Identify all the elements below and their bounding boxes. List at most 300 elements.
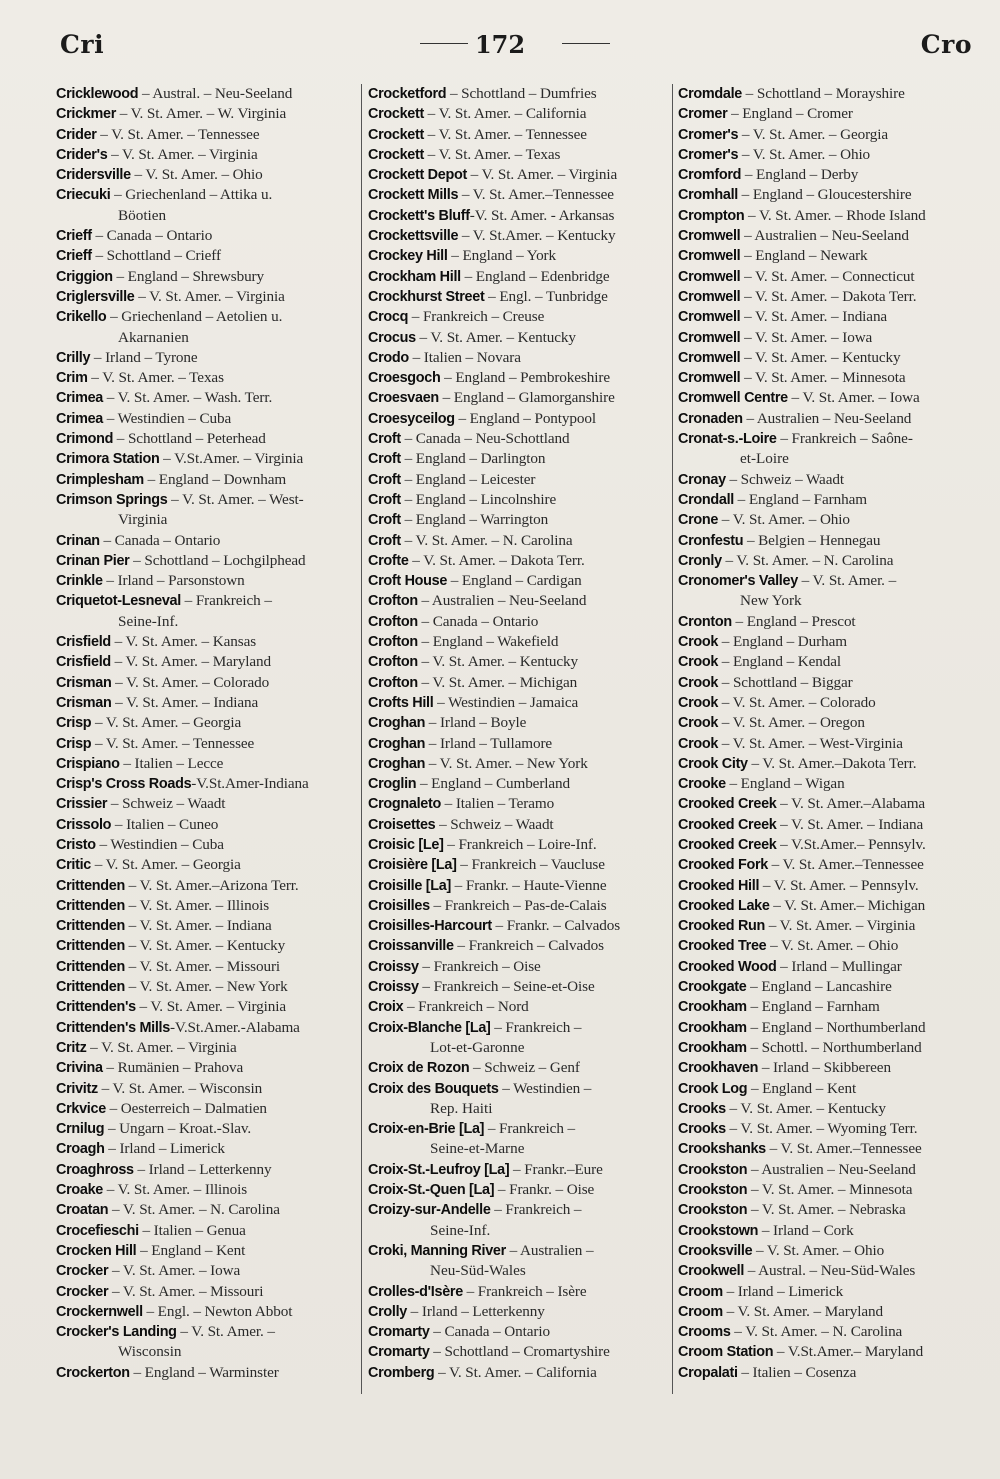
- entry: [56, 1038, 356, 1058]
- entry: [56, 794, 356, 814]
- entry-place-name: Croft: [368, 431, 401, 448]
- entry: [56, 1322, 356, 1342]
- entry-place-name: Crissolo: [56, 816, 112, 833]
- entry: [678, 1241, 974, 1261]
- entry-place-name: Croissy: [368, 979, 419, 996]
- entry-location: – Italien – Cuneo: [111, 815, 219, 833]
- header-right-guideword: Cro: [920, 30, 972, 59]
- entry-location: – V. St. Amer. – Virginia: [765, 917, 916, 935]
- entry: [678, 1363, 974, 1383]
- entry: [56, 1018, 356, 1038]
- entry-location: – England – Warrington: [400, 511, 549, 529]
- entry: [368, 328, 668, 348]
- entry-location: – Schottland – Morayshire: [741, 85, 905, 102]
- entry: [56, 1200, 356, 1220]
- entry-location: – V. St. Amer. – Iowa: [787, 389, 920, 407]
- entry: [368, 957, 668, 977]
- entry-location: – Irland – Tullamore: [425, 734, 553, 752]
- entry-place-name: Crofton: [368, 674, 418, 691]
- entry-place-name: Criecuki: [56, 187, 111, 204]
- entry-place-name: Croghan: [368, 715, 426, 732]
- header-rule-right: [562, 43, 610, 44]
- entry: [56, 490, 356, 510]
- entry-place-name: Crookhaven: [678, 1060, 759, 1077]
- entry: [56, 693, 356, 713]
- entry-location: – Westindien – Cuba: [95, 835, 224, 853]
- entry: [368, 673, 668, 693]
- entry-location: – Frankreich –: [180, 592, 272, 610]
- entry: [56, 348, 356, 368]
- entry: [56, 1241, 356, 1261]
- entry-place-name: Croissy: [368, 958, 419, 975]
- entry-location: – England – Wakefield: [417, 633, 559, 651]
- entry-location: – Frankreich – Saône-: [776, 430, 913, 448]
- entry-place-name: Crisman: [56, 694, 112, 711]
- entry: [56, 1139, 356, 1159]
- entry: [368, 835, 668, 855]
- entry-location: – Frankreich –: [490, 1018, 582, 1036]
- entry-place-name: Croix-St.-Leufroy [La]: [368, 1161, 510, 1178]
- entry: [678, 673, 974, 693]
- entry: [368, 1322, 668, 1342]
- entry: [678, 1180, 974, 1200]
- entry-place-name: Crookham: [678, 1039, 747, 1056]
- entry-place-name: Crittenden: [56, 897, 125, 914]
- entry-location: – Italien – Lecce: [119, 754, 224, 772]
- entry: [368, 997, 668, 1017]
- entry-location: – V. St. Amer.–Alabama: [776, 795, 926, 813]
- entry-place-name: Crim: [56, 370, 88, 387]
- entry-location: – V. St. Amer. – Texas: [423, 145, 561, 163]
- entry-place-name: Crookstown: [678, 1222, 759, 1239]
- entry-place-name: Cromwell: [678, 268, 741, 285]
- entry: [368, 734, 668, 754]
- entry: [56, 571, 356, 591]
- entry-location: – Frankreich – Nord: [403, 998, 529, 1016]
- entry-location: – V. St. Amer. – Virginia: [135, 998, 286, 1016]
- entry: [368, 1282, 668, 1302]
- entry: [368, 165, 668, 185]
- entry-location: – England – Durham: [718, 633, 847, 651]
- entry: [368, 977, 668, 997]
- entry: [56, 307, 356, 327]
- entry-location: – Frankreich – Calvados: [453, 937, 604, 955]
- entry-place-name: Croghan: [368, 755, 426, 772]
- entry: [56, 1160, 356, 1180]
- entry-place-name: Crook: [678, 634, 719, 651]
- entry-place-name: Critz: [56, 1039, 87, 1056]
- entry: [56, 1099, 356, 1119]
- entry: [678, 470, 974, 490]
- entry-location: – England – Cardigan: [447, 572, 582, 590]
- entry: [678, 1261, 974, 1281]
- entry-location: -V.St.Amer.-Alabama: [169, 1018, 300, 1036]
- entry-location: – V. St. Amer. – Texas: [87, 369, 224, 387]
- entry-place-name: Crimea: [56, 390, 103, 407]
- entry-location: – V. St. Amer. – N. Carolina: [721, 551, 894, 569]
- entry-place-name: Crockettsville: [368, 228, 459, 245]
- entry-place-name: Croix-St.-Quen [La]: [368, 1182, 495, 1199]
- entry-location: – V. St. Amer. – Georgia: [91, 714, 242, 732]
- entry-location: – Schweiz – Waadt: [725, 470, 844, 488]
- entry: [368, 246, 668, 266]
- entry-place-name: Croizy-sur-Andelle: [368, 1202, 491, 1219]
- entry: [368, 1302, 668, 1322]
- entry-place-name: Crisp: [56, 715, 92, 732]
- entry: [56, 226, 356, 246]
- entry: [678, 916, 974, 936]
- entry-place-name: Croisière [La]: [368, 857, 457, 874]
- entry-place-name: Crinkle: [56, 573, 103, 590]
- entry-place-name: Crookston: [678, 1182, 748, 1199]
- entry: [56, 388, 356, 408]
- entry-continuation: Wisconsin: [118, 1343, 182, 1361]
- entry: [368, 287, 668, 307]
- entry: [368, 104, 668, 124]
- entry-continuation: Rep. Haiti: [430, 1099, 493, 1117]
- entry-place-name: Crockett: [368, 106, 424, 123]
- entry: [368, 1018, 668, 1038]
- entry: [368, 1058, 668, 1078]
- entry: [678, 185, 974, 205]
- entry-location: – V. St. Amer. – Iowa: [740, 328, 873, 346]
- entry-place-name: Crooksville: [678, 1242, 753, 1259]
- entry-place-name: Crimea: [56, 410, 103, 427]
- entry-location: – V. St. Amer. – Missouri: [124, 957, 281, 975]
- entry-continuation: Virginia: [118, 511, 168, 529]
- entry-location: – Australien –: [505, 1241, 594, 1259]
- entry-location: – Australien – Neu-Seeland: [742, 409, 912, 427]
- entry-place-name: Crnilug: [56, 1121, 105, 1138]
- entry-continuation: Neu-Süd-Wales: [430, 1262, 526, 1280]
- entry: [678, 206, 974, 226]
- entry-location: – V. St. Amer. – Kentucky: [740, 348, 901, 366]
- entry: [56, 835, 356, 855]
- entry-place-name: Crookgate: [678, 979, 747, 996]
- entry-place-name: Crockett Depot: [368, 167, 467, 184]
- entry: [56, 1119, 356, 1139]
- entry-location: – Schottland – Biggar: [718, 673, 853, 691]
- entry-place-name: Cromwell: [678, 288, 741, 305]
- entry-location: – V. St. Amer. – W. Virginia: [116, 105, 287, 123]
- entry: [678, 388, 974, 408]
- entry-location: – V. St. Amer. – Illinois: [103, 1181, 248, 1199]
- entry-place-name: Crompton: [678, 207, 745, 224]
- entry: [368, 510, 668, 530]
- entry-place-name: Crider: [56, 126, 97, 143]
- entry: [678, 1058, 974, 1078]
- entry: [56, 531, 356, 551]
- entry-place-name: Crocker: [56, 1283, 109, 1300]
- entry-place-name: Cronay: [678, 471, 726, 488]
- entry: [368, 1079, 668, 1099]
- entry-location: – V. St. Amer. – Rhode Island: [744, 206, 926, 224]
- entry: [678, 1221, 974, 1241]
- entry: [678, 368, 974, 388]
- entry-location: – V. St. Amer. – Oregon: [718, 714, 865, 732]
- entry: [678, 125, 974, 145]
- entry-location: – V. St. Amer. – Kentucky: [417, 653, 578, 671]
- entry-place-name: Cronomer's Valley: [678, 573, 798, 590]
- entry-location: – Irland – Limerick: [104, 1140, 225, 1158]
- entry-location: – V. St. Amer. – Tennessee: [91, 734, 255, 752]
- entry: [678, 104, 974, 124]
- entry-place-name: Crooks: [678, 1121, 726, 1138]
- entry-location: – England – Pontypool: [454, 409, 597, 427]
- entry-place-name: Crockett's Bluff: [368, 207, 470, 224]
- entry-location: – Griechenland – Aetolien u.: [106, 308, 283, 326]
- column-3: [678, 84, 974, 1404]
- entry-place-name: Crook: [678, 654, 719, 671]
- column-divider: [672, 84, 673, 1394]
- entry-location: – V. St. Amer. – Georgia: [738, 125, 889, 143]
- entry-location: – V. St. Amer. – Michigan: [417, 673, 578, 691]
- entry-location: – V. St. Amer. – Maryland: [722, 1302, 883, 1320]
- column-1: [56, 84, 356, 1404]
- entry-place-name: Cromwell: [678, 309, 741, 326]
- entry-place-name: Cronat-s.-Loire: [678, 431, 777, 448]
- entry-location: – V. St. Amer. – Ohio: [130, 166, 263, 184]
- entry: [56, 1058, 356, 1078]
- entry: [56, 104, 356, 124]
- entry-location: – Engl. – Newton Abbot: [142, 1302, 293, 1320]
- entry-place-name: Cromhall: [678, 187, 738, 204]
- entry-continuation: Akarnanien: [118, 328, 189, 346]
- entry-location: – England – Edenbridge: [460, 267, 610, 285]
- entry: [56, 1363, 356, 1383]
- entry-continuation: Lot-et-Garonne: [430, 1038, 525, 1056]
- entry: [678, 774, 974, 794]
- entry-place-name: Crooked Run: [678, 918, 766, 935]
- entry-location: – Westindien – Jamaica: [433, 693, 579, 711]
- entry-location: – V. St. Amer.–Tennessee: [765, 1140, 922, 1158]
- entry: [56, 632, 356, 652]
- entry-place-name: Cromwell: [678, 228, 741, 245]
- entry-location: – V. St. Amer. – Kentucky: [415, 328, 576, 346]
- entry-location: – V. St. Amer. – Kentucky: [725, 1099, 886, 1117]
- entry: [678, 1160, 974, 1180]
- entry-place-name: Croix-en-Brie [La]: [368, 1121, 485, 1138]
- entry: [56, 145, 356, 165]
- entry: [368, 774, 668, 794]
- entry-location: – V. St. Amer. – N. Carolina: [108, 1201, 280, 1219]
- entry-place-name: Crisfield: [56, 634, 111, 651]
- entry: [368, 1342, 668, 1362]
- entry: [56, 287, 356, 307]
- entry-location: – V. St. Amer. – Indiana: [776, 815, 924, 833]
- entry-location: – V. St. Amer. – Virginia: [466, 166, 618, 184]
- entry-location: – England – Farnham: [746, 998, 880, 1016]
- entry-location: – Irland – Mullingar: [776, 957, 902, 975]
- entry-place-name: Cromwell Centre: [678, 390, 788, 407]
- entry: [368, 794, 668, 814]
- entry-place-name: Cropalati: [678, 1364, 738, 1381]
- page-number: 172: [474, 30, 526, 59]
- entry: [56, 84, 356, 104]
- entry-location: – Rumänien – Prahova: [102, 1059, 244, 1077]
- entry-location: – V. St. Amer. – Wisconsin: [97, 1079, 263, 1097]
- entry-location: – V. St. Amer. –: [176, 1323, 275, 1341]
- entry-location: – V. St. Amer. – Dakota Terr.: [408, 551, 585, 569]
- entry-location: – V. St. Amer. – Indiana: [740, 308, 888, 326]
- entry-location: -V.St.Amer-Indiana: [191, 775, 309, 793]
- entry-location: – V. St. Amer. – Missouri: [108, 1282, 264, 1300]
- entry-continuation: Seine-Inf.: [430, 1221, 491, 1239]
- entry-location: – Schweiz – Waadt: [107, 795, 226, 813]
- entry-place-name: Croix-Blanche [La]: [368, 1019, 491, 1036]
- entry-place-name: Criggion: [56, 268, 113, 285]
- entry: [56, 1180, 356, 1200]
- entry-place-name: Crofton: [368, 613, 418, 630]
- entry: [56, 125, 356, 145]
- entry-place-name: Crittenden: [56, 877, 125, 894]
- entry-location: – England – Downham: [143, 470, 287, 488]
- entry: [678, 652, 974, 672]
- entry-place-name: Crofton: [368, 654, 418, 671]
- entry-place-name: Croisilles: [368, 897, 430, 914]
- entry-location: – V. St. Amer. – Wyoming Terr.: [725, 1120, 918, 1138]
- entry: [56, 1282, 356, 1302]
- entry-place-name: Crimora Station: [56, 451, 160, 468]
- entry-location: – V.St.Amer.– Maryland: [773, 1343, 924, 1361]
- entry: [368, 1200, 668, 1220]
- entry-place-name: Crofton: [368, 634, 418, 651]
- entry-location: – Canada – Neu-Schottland: [400, 430, 570, 448]
- entry: [368, 876, 668, 896]
- entry: [678, 226, 974, 246]
- entry-place-name: Crieff: [56, 248, 92, 265]
- entry: [368, 1119, 668, 1139]
- entry-place-name: Crockett Mills: [368, 187, 459, 204]
- entry-location: – V. St. Amer. – Ohio: [752, 1241, 885, 1259]
- entry-place-name: Croisettes: [368, 816, 436, 833]
- entry: [678, 328, 974, 348]
- entry: [678, 896, 974, 916]
- entry-place-name: Croix de Rozon: [368, 1060, 470, 1077]
- entry-location: – England – Kendal: [718, 653, 842, 671]
- header-left-guideword: Cri: [60, 30, 105, 59]
- entry-location: – V. St. Amer. – Indiana: [124, 917, 272, 935]
- entry: [368, 591, 668, 611]
- entry-place-name: Crispiano: [56, 755, 120, 772]
- entry: [56, 165, 356, 185]
- entry: [678, 876, 974, 896]
- entry-place-name: Crittenden's Mills: [56, 1019, 170, 1036]
- entry: [56, 185, 356, 205]
- entry-place-name: Crimond: [56, 431, 114, 448]
- entry-place-name: Croom: [678, 1283, 723, 1300]
- entry-location: – Italien – Novara: [408, 348, 521, 366]
- entry-place-name: Crooms: [678, 1324, 731, 1341]
- entry-location: – Canada – Ontario: [99, 531, 221, 549]
- entry: [368, 84, 668, 104]
- entry-place-name: Crockett: [368, 146, 424, 163]
- entry-location: – V. St. Amer. – Minnesota: [740, 369, 906, 387]
- entry-location: – V. St.Amer. – Kentucky: [458, 227, 616, 245]
- entry-location: – Australien – Neu-Seeland: [417, 592, 587, 610]
- entry-location: – Irland – Tyrone: [90, 348, 198, 366]
- entry: [678, 348, 974, 368]
- entry-place-name: Crook: [678, 715, 719, 732]
- entry-continuation: et-Loire: [740, 450, 789, 468]
- entry: [368, 267, 668, 287]
- entry-place-name: Crocq: [368, 309, 409, 326]
- entry-location: – V. St. Amer. – Colorado: [718, 693, 876, 711]
- entry-place-name: Crooked Lake: [678, 897, 770, 914]
- entry-place-name: Croft: [368, 471, 401, 488]
- entry-place-name: Criquetot-Lesneval: [56, 593, 181, 610]
- entry-location: – V. St. Amer. – Nebraska: [747, 1201, 906, 1219]
- entry-place-name: Crittenden: [56, 958, 125, 975]
- entry: [678, 713, 974, 733]
- entry-location: – Westindien – Cuba: [103, 409, 232, 427]
- entry: [56, 754, 356, 774]
- entry-location: – V. St. Amer. – Tennessee: [96, 125, 260, 143]
- entry-location: – Canada – Ontario: [91, 227, 213, 245]
- entry: [56, 855, 356, 875]
- entry-location: – Schweiz – Waadt: [435, 815, 554, 833]
- entry-location: – Frankreich –: [484, 1120, 576, 1138]
- entry-location: – V. St. Amer.–Dakota Terr.: [747, 754, 917, 772]
- entry-place-name: Croesvaen: [368, 390, 439, 407]
- entry-location: – England – Northumberland: [746, 1018, 926, 1036]
- entry: [368, 632, 668, 652]
- entry-place-name: Crockhurst Street: [368, 288, 485, 305]
- entry-location: – Irland – Boyle: [425, 714, 527, 732]
- entry-location: – V. St. Amer. – New York: [425, 754, 588, 772]
- entry-location: – England – Derby: [741, 166, 859, 184]
- entry-location: – Australien – Neu-Seeland: [740, 227, 909, 245]
- entry: [56, 409, 356, 429]
- entry: [56, 713, 356, 733]
- entry-place-name: Crocus: [368, 329, 416, 346]
- entry-place-name: Crocker: [56, 1263, 109, 1280]
- entry-place-name: Crofts Hill: [368, 694, 434, 711]
- entry-place-name: Crivitz: [56, 1080, 98, 1097]
- entry: [368, 896, 668, 916]
- entry: [56, 267, 356, 287]
- entry-place-name: Cromford: [678, 167, 742, 184]
- entry: [56, 673, 356, 693]
- entry-location: – Irland – Limerick: [722, 1282, 844, 1300]
- entry-location: – Austral. – Neu-Süd-Wales: [744, 1262, 916, 1280]
- entry-location: – V. St. Amer. – Virginia: [134, 287, 285, 305]
- entry-location: – V. St. Amer. – Tennessee: [423, 125, 587, 143]
- entry-location: – V. St. Amer. – Connecticut: [740, 267, 915, 285]
- entry-location: – V. St. Amer. – Ohio: [766, 937, 899, 955]
- entry-place-name: Cromwell: [678, 248, 741, 265]
- entry-location: – V. St. Amer.–Tennessee: [767, 856, 924, 874]
- entry-place-name: Croglin: [368, 776, 417, 793]
- entry-place-name: Cronton: [678, 613, 732, 630]
- entry-location: – Frankr. – Haute-Vienne: [450, 876, 607, 894]
- entry: [56, 368, 356, 388]
- entry-place-name: Crooked Hill: [678, 877, 760, 894]
- entry: [56, 246, 356, 266]
- entry: [56, 470, 356, 490]
- entry-place-name: Cromwell: [678, 329, 741, 346]
- entry-location: – V. St. Amer. – Wash. Terr.: [103, 389, 273, 407]
- entry: [678, 734, 974, 754]
- entry: [368, 1180, 668, 1200]
- entry-location: – V. St. Amer.–Arizona Terr.: [124, 876, 299, 894]
- entry: [678, 632, 974, 652]
- entry: [678, 307, 974, 327]
- entry-place-name: Croom Station: [678, 1344, 774, 1361]
- entry-place-name: Cronfestu: [678, 532, 744, 549]
- entry: [56, 1079, 356, 1099]
- entry-location: – V. St. Amer. – New York: [124, 978, 288, 996]
